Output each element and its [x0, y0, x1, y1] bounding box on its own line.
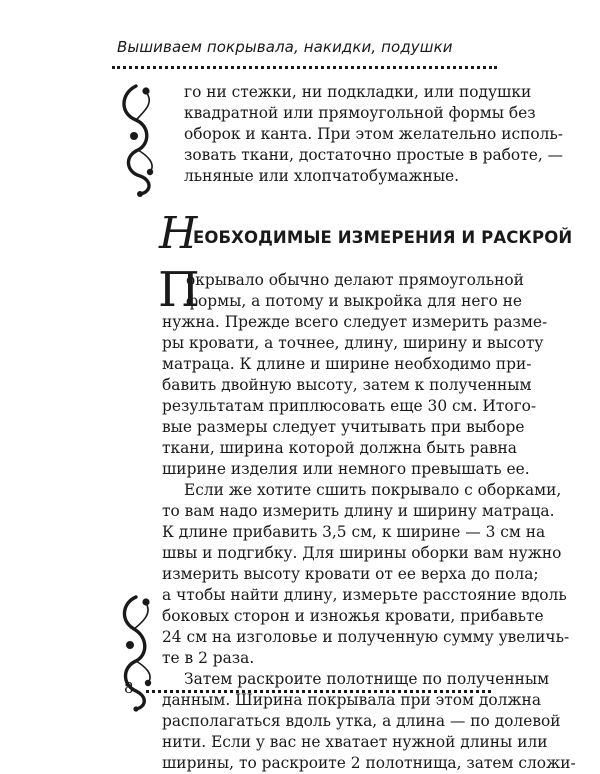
text-line: нити. Если у вас не хватает нужной длины или: [162, 733, 548, 751]
heading-initial-letter: Н: [159, 208, 198, 259]
running-head-title: Вышиваем покрывала, накидки, подушки: [117, 38, 453, 56]
page-number: 8: [124, 679, 134, 697]
heading-title: ЕОБХОДИМЫЕ ИЗМЕРЕНИЯ И РАСКРОЙ: [193, 228, 573, 247]
text-line: данным. Ширина покрывала при этом должна: [162, 691, 541, 709]
text-line: то вам надо измерить длину и ширину матраца.: [162, 502, 555, 520]
text-line: Если же хотите сшить покрывало с оборками,: [184, 481, 562, 499]
text-line: окрывало обычно делают прямоугольной: [186, 271, 524, 289]
text-line: квадратной или прямоугольной формы без: [184, 104, 536, 122]
text-line: ширины, то раскроите 2 полотнища, затем сложи-: [162, 754, 576, 772]
text-line: измерить высоту кровати от ее верха до пола;: [162, 565, 539, 583]
text-line: формы, а потому и выкройка для него не: [186, 292, 523, 310]
text-line: результатам приплюсовать еще 30 см. Итого-: [162, 397, 537, 415]
text-line: ширине изделия или немного превышать ее.: [162, 460, 530, 478]
text-line: зовать ткани, достаточно простые в работе, —: [184, 146, 563, 164]
text-line: Затем раскроите полотнище по полученным: [184, 670, 550, 688]
text-line: ткани, ширина которой должна быть равна: [162, 439, 517, 457]
section-body: [162, 270, 576, 774]
text-line: го ни стежки, ни подкладки, или подушки: [184, 83, 532, 101]
intro-paragraph: [184, 82, 563, 187]
footer-dotted-rule: [146, 690, 491, 693]
text-line: ры кровати, а точнее, длину, ширину и высоту: [162, 334, 544, 352]
text-line: 24 см на изголовье и полученную сумму увеличь-: [162, 628, 570, 646]
section-heading: [159, 208, 573, 259]
text-line: оборок и канта. При этом желательно исполь-: [184, 125, 563, 143]
text-line: бавить двойную высоту, затем к полученным: [162, 376, 532, 394]
text-line: швы и подгибку. Для ширины оборки вам нужно: [162, 544, 562, 562]
text-line: а чтобы найти длину, измерьте расстояние вдоль: [162, 586, 567, 604]
text-line: те в 2 раза.: [162, 649, 255, 667]
drop-cap-letter: П: [158, 262, 200, 318]
text-line: боковых сторон и изножья кровати, прибавьте: [162, 607, 544, 625]
flourish-ornament-top-icon: [116, 80, 160, 198]
text-line: льняные или хлопчатобумажные.: [184, 167, 460, 185]
header-dotted-rule: [112, 66, 497, 69]
text-line: располагаться вдоль утка, а длина — по долевой: [162, 712, 561, 730]
text-line: вые размеры следует учитывать при выборе: [162, 418, 525, 436]
text-line: нужна. Прежде всего следует измерить разме-: [162, 313, 548, 331]
text-line: матраца. К длине и ширине необходимо при-: [162, 355, 532, 373]
flourish-ornament-bottom-icon: [114, 593, 158, 711]
text-line: К длине прибавить 3,5 см, к ширине — 3 см на: [162, 523, 546, 541]
